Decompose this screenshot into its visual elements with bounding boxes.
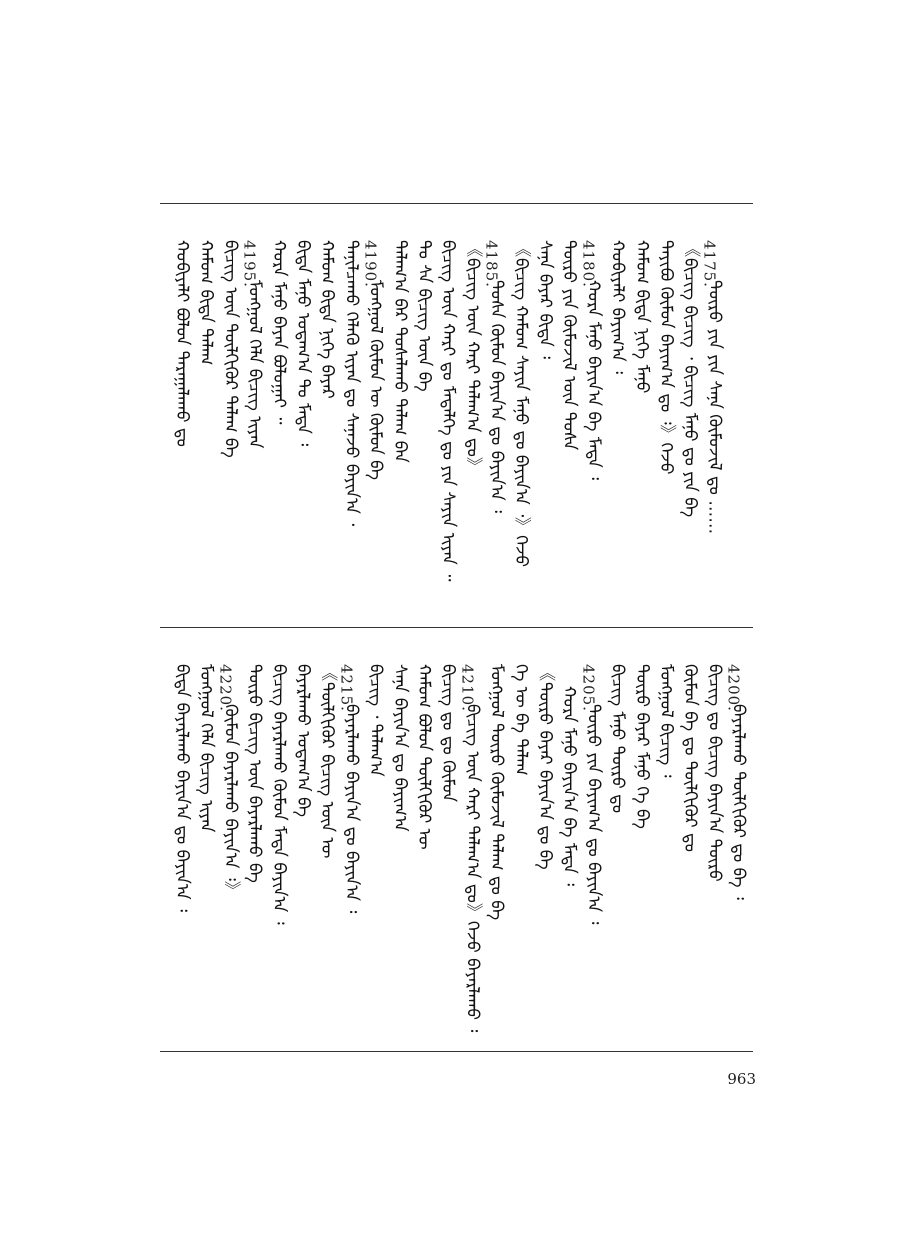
- verse-line: ᠪᠠᠶᠠᠷᠯᠠᠬᠤ ᠲᠦᠯᠬᠢᠭᠦᠷ ᠳᠤ ᠪᠠ ᠄: [728, 704, 749, 900]
- verse-line: ᠬᠠᠮᠤᠭ ᠪᠢᠳᠡ ᠲᠠᠯᠠᠭ: [196, 240, 217, 366]
- upper-verse-block: [160, 206, 753, 624]
- top-rule: [160, 203, 753, 204]
- verse-line: ᠬᠤᠷᠠ ᠮᠠᠨᠤ ᠪᠠᠶᠢᠨ᠎ᠠ ᠪᠠ ᠮᠡᠳᠡ ᠄: [583, 280, 604, 480]
- verse-line: ᠪᠢᠴᠢᠭ ᠂ ᠲᠠᠯᠠᠭ᠎ᠠ: [365, 664, 386, 777]
- verse-line: ᠪᠢᠴᠢᠭ ᠳᠤ ᠳᠤ ᠬᠦᠮᠦᠨ: [438, 664, 459, 803]
- verse-line: ᠮᠣᠩᠭᠤᠯ ᠬᠦᠮᠦᠨ ᠦ ᠬᠦᠮᠦᠨ ᠪᠠ: [365, 280, 386, 481]
- verse-line: ᠪᠠᠶᠠᠷᠯᠠᠬᠤ ᠤᠳᠠᠭ᠎ᠠ ᠪᠠ: [293, 664, 313, 817]
- verse-line: 《ᠲᠦᠷᠦ ᠪᠠᠶᠠᠷ ᠪᠠᠶᠢᠨ᠎ᠠ ᠳᠤ ᠪᠠ: [535, 664, 555, 870]
- line-number: 4205.: [579, 664, 598, 712]
- line-number: 4195.: [240, 240, 259, 288]
- verse-line: ᠪᠢᠳᠡ ᠪᠠᠶᠠᠷᠯᠠᠬᠤ ᠪᠠᠶᠢᠨ᠎ᠠ ᠳᠤ ᠪᠠᠶᠢᠨ᠎ᠠ ᠄: [172, 664, 192, 912]
- verse-line: ᠬᠦᠮᠦᠨ ᠪᠠᠶᠠᠷᠯᠠᠬᠤ ᠪᠠᠶᠢᠨ᠎ᠠ ᠄》: [220, 704, 241, 899]
- lower-verse-block: [160, 630, 753, 1048]
- verse-line: ᠮᠣᠩᠭᠤᠯ ᠪᠢᠴᠢᠭ ᠄: [656, 664, 676, 778]
- verse-line: ᠪᠢᠴᠢᠭ ᠦᠨ ᠬᠠᠷᠢ ᠲᠠᠯᠠᠭ᠎ᠠ ᠳᠤ》ᠭᠡᠵᠦ ᠪᠠᠶᠠᠷᠯᠠᠬᠤ ᠄: [462, 704, 483, 1033]
- verse-line: ᠮᠣᠩᠭᠤᠯ ᠲᠦᠷᠦ ᠬᠦᠮᠦᠵᠢᠯ ᠲᠠᠯᠠᠭ ᠳᠤ ᠪᠠ: [486, 664, 507, 921]
- verse-line: ᠮᠣᠩᠭᠤᠯ ᠬᠡᠯᠡ ᠪᠢᠴᠢᠭ ᠢᠶᠡᠨ: [244, 280, 265, 449]
- verse-line: ᠲᠠᠶᠢᠪᠤ ᠬᠦᠮᠦᠨ ᠪᠠᠶᠢᠭ᠎ᠠ ᠳᠤ ᠄》ᠭᠡᠵᠦ: [656, 240, 676, 475]
- line-number: 4210.: [458, 664, 477, 712]
- verse-line: ᠪᠢᠴᠢᠭ ᠦᠨ ᠬᠠᠷᠢ ᠳᠤ ᠮᠡᠳᠡᠯᠭᠡ ᠳᠤ ᠶᠢᠨ ᠰᠠᠶᠢᠨ ᠢᠶᠡᠨ ᠃: [438, 240, 459, 582]
- verse-line: ᠬᠤᠪᠢᠶᠠᠯᠢ ᠪᠠᠶᠢᠭ᠎ᠠ ᠄: [607, 240, 628, 374]
- verse-line: ᠲᠦᠷᠦ ᠶᠢᠨ ᠪᠠᠶᠢᠭ᠎ᠠ ᠳᠤ ᠪᠠᠶᠢᠨ᠎ᠠ ᠄: [583, 704, 604, 925]
- line-number: 4200.: [724, 664, 743, 712]
- verse-line: ᠲᠤᠰᠠ ᠬᠦᠮᠦᠨ ᠪᠠᠶᠢᠨ᠎ᠠ ᠳᠤ ᠪᠠᠶᠢᠨ᠎ᠠ ᠄: [486, 280, 507, 513]
- line-number: 4215.: [337, 664, 356, 712]
- verse-line: ᠬᠦᠮᠦᠨ ᠪᠠ ᠳᠤ ᠲᠦᠯᠬᠢᠭᠦᠷ ᠳᠤ: [680, 664, 701, 852]
- verse-line: ᠬᠠᠮᠤᠭ ᠪᠣᠯᠤᠨ ᠲᠦᠯᠬᠢᠭᠦᠷ ᠦ: [414, 664, 434, 850]
- verse-line: ᠪᠠᠶᠠᠷᠯᠠᠬᠤ ᠪᠠᠶᠢᠨ᠎ᠠ ᠳᠤ ᠪᠠᠶᠢᠨ᠎ᠠ ᠄: [341, 704, 362, 914]
- verse-line: ᠲᠦᠷᠦ ᠶᠢᠨ ᠬᠦᠮᠦᠵᠢᠯ ᠦᠨ ᠲᠤᠰᠠ: [559, 240, 580, 451]
- verse-line: 《ᠪᠢᠴᠢᠭ ᠦᠨ ᠬᠠᠷᠢ ᠲᠠᠯᠠᠭ᠎ᠠ ᠳᠤ》: [462, 240, 483, 475]
- verse-line: ᠪᠢᠴᠢᠭ ᠦᠨ ᠲᠦᠯᠬᠢᠭᠦᠷ ᠲᠠᠯᠠᠭ ᠪᠠ: [220, 240, 241, 458]
- line-number: 4180.: [579, 240, 598, 288]
- middle-rule: [160, 627, 753, 628]
- line-number: 4185.: [482, 240, 501, 288]
- verse-line: 《ᠪᠢᠴᠢᠭ ᠪᠢᠴᠢᠭ ᠂ ᠪᠢᠴᠢᠭ ᠮᠠᠨᠤ ᠳᠤ ᠶᠢᠨ ᠪᠠ: [680, 240, 701, 518]
- verse-line: ᠲᠤ ᠰᠠ ᠪᠢᠴᠢᠭ ᠦᠨ ᠪᠠ: [414, 240, 434, 392]
- verse-line: ᠪᠢᠴᠢᠭ ᠮᠠᠨᠤ ᠲᠦᠷᠦ ᠳᠤ: [607, 664, 628, 814]
- line-number: 4220.: [216, 664, 235, 712]
- verse-line: ᠬᠠᠮᠤᠭ ᠪᠢᠳᠡ ᠨᠢᠭᠡ ᠪᠠᠶᠠᠷ: [317, 240, 338, 399]
- verse-line: ᠲᠠᠨᠢᠯᠴᠠᠬᠤ ᠬᠡᠯᠡᠬᠦ ᠢᠶᠡᠨ ᠳᠤ ᠰᠠᠨᠠᠵᠤ ᠪᠠᠶᠢᠨ᠎ᠠ ᠂: [341, 240, 362, 527]
- verse-line: ᠬᠡ ᠦ ᠪᠠ ᠲᠠᠯᠠᠭ: [510, 664, 531, 776]
- verse-line: ᠬᠠᠮᠤᠭ ᠪᠢᠳᠡ ᠨᠢᠭᠡ ᠮᠠᠨᠤ: [631, 240, 652, 394]
- verse-line: ᠲᠦᠷᠦ ᠪᠢᠴᠢᠭ ᠦᠨ ᠪᠠᠶᠠᠷᠯᠠᠬᠤ ᠪᠠ: [244, 664, 265, 883]
- verse-line: 《ᠪᠢᠴᠢᠭ ᠬᠠᠮᠤᠭ ᠰᠠᠶᠢᠨ ᠮᠠᠨᠤ ᠳᠤ ᠪᠠᠶᠢᠨ᠎ᠠ ᠂》ᠭᠡᠵᠦ: [510, 240, 531, 568]
- line-number: 4190.: [361, 240, 380, 288]
- verse-line: ᠰᠠᠨᠠ ᠪᠠᠶᠠᠷ ᠪᠢᠳᠡ ᠄: [535, 240, 555, 359]
- page-number: 963: [727, 1070, 756, 1088]
- line-number: 4175.: [700, 240, 719, 288]
- verse-line: ᠲᠦᠷᠦ ᠶᠢᠨ ᠶᠢᠨ ᠰᠠᠨᠠ ᠬᠦᠮᠦᠵᠢᠯ ᠳᠤ ……: [704, 280, 725, 535]
- verse-line: ᠰᠠᠨᠠ ᠪᠠᠶᠢᠨ᠎ᠠ ᠳᠤ ᠪᠠᠶᠢᠭ᠎ᠠ: [389, 664, 410, 832]
- verse-line: ᠲᠦᠷᠦ ᠪᠠᠶᠠᠷ ᠮᠠᠨᠤ ᠬᠡ ᠪᠠ: [631, 664, 652, 829]
- verse-line: ᠬᠤᠪᠢᠶᠠᠯᠢ ᠪᠣᠯᠤᠨ ᠲᠠᠷᠠᠭᠠᠯᠠᠬᠤ ᠳᠤ: [172, 240, 192, 447]
- verse-line: ᠲᠠᠯᠠᠭ᠎ᠠ ᠪᠠᠷ ᠲᠤᠰᠠᠯᠠᠬᠤ ᠲᠠᠯᠠᠭ ᠪᠡᠨ: [389, 240, 410, 463]
- verse-line: ᠪᠢᠴᠢᠭ ᠪᠠᠶᠠᠷᠯᠠᠬᠤ ᠬᠦᠮᠦᠨ ᠮᠡᠳᠡ ᠪᠠᠶᠢᠨ᠎ᠠ ᠄: [268, 664, 289, 925]
- verse-line: ᠪᠢᠴᠢᠭ ᠳᠤ ᠪᠢᠴᠢᠭ ᠪᠠᠶᠢᠨ᠎ᠠ ᠲᠦᠷᠦ: [704, 664, 725, 882]
- verse-line: ᠬᠤᠷᠠ ᠮᠠᠨᠤ ᠪᠠᠶᠠᠨ ᠪᠣᠯᠤᠭᠠᠢ ᠃: [268, 240, 289, 425]
- verse-line: ᠮᠣᠩᠭᠤᠯ ᠬᠡᠯᠡ ᠪᠢᠴᠢᠭ ᠢᠶᠡᠨ: [196, 664, 217, 833]
- verse-line: ᠪᠢᠳᠡ ᠮᠠᠨᠤ ᠤᠳᠠᠭ᠎ᠠ ᠲᠤ ᠮᠡᠳᠡ ᠄: [293, 240, 313, 447]
- verse-line: ᠬᠤᠷᠠ ᠮᠠᠨᠤ ᠪᠠᠶᠢᠨ᠎ᠠ ᠪᠠ ᠮᠡᠳᠡ ᠄: [559, 686, 580, 886]
- bottom-rule: [160, 1051, 753, 1052]
- verse-line: 《ᠲᠦᠯᠬᠢᠭᠦᠷ ᠪᠢᠴᠢᠭ ᠦᠨ ᠦ: [317, 664, 338, 859]
